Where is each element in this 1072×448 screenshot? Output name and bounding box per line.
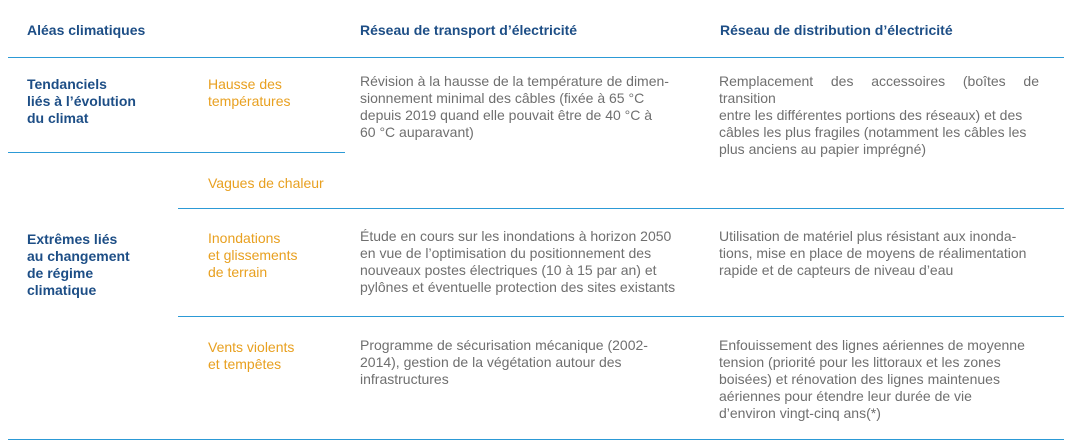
category-tendanciels: Tendanciels liés à l’évolution du climat — [27, 76, 136, 126]
category-extremes: Extrêmes liés au changement de régime climatique — [27, 231, 130, 298]
header-distribution: Réseau de distribution d’électricité — [720, 22, 953, 38]
hazard-label: Vagues de chaleur — [208, 175, 324, 191]
transport-measure: Étude en cours sur les inondations à horizon 2050 en vue de l’optimisation du positionnement des nouveaux postes électriques (10 à 15 par an) et pylônes et éventuelle protection des sites existants — [360, 228, 676, 295]
header-transport: Réseau de transport d’électricité — [360, 22, 578, 38]
distribution-measure: Enfouissement des lignes aériennes de moyenne tension (priorité pour les littoraux et les zones boisées) et rénovation des lignes maintenues aériennes pour étendre leur durée de vie d’environ vingt-cinq ans(*) — [719, 337, 1025, 421]
transport-measure: Révision à la hausse de la température de dimen- sionnement minimal des câbles (fixée à 65 °C depuis 2019 quand elle pouvait être de 40 °C à 60 °C auparavant) — [360, 73, 669, 140]
row-divider — [178, 208, 1064, 209]
transport-measure: Programme de sécurisation mécanique (2002- 2014), gestion de la végétation autour des infrastructures — [360, 337, 648, 387]
distribution-measure: Utilisation de matériel plus résistant aux inonda- tions, mise en place de moyens de réalimentation rapide et de capteurs de niveau d’eau — [719, 228, 1027, 278]
distribution-measure: Remplacement des accessoires (boîtes de transition entre les différentes portions des réseaux) et des câbles les plus fragiles (notamment les câbles les plus anciens au papier imprégné) — [719, 73, 1039, 157]
table-bottom-divider — [8, 439, 1064, 440]
hazard-label: Hausse des températures — [208, 76, 291, 109]
header-hazards: Aléas climatiques — [27, 22, 146, 38]
hazard-label: Inondations et glissements de terrain — [208, 230, 298, 280]
hazard-label: Vents violents et tempêtes — [208, 339, 295, 372]
header-divider — [8, 57, 1064, 58]
category-divider — [8, 152, 345, 153]
row-divider — [178, 316, 1064, 317]
